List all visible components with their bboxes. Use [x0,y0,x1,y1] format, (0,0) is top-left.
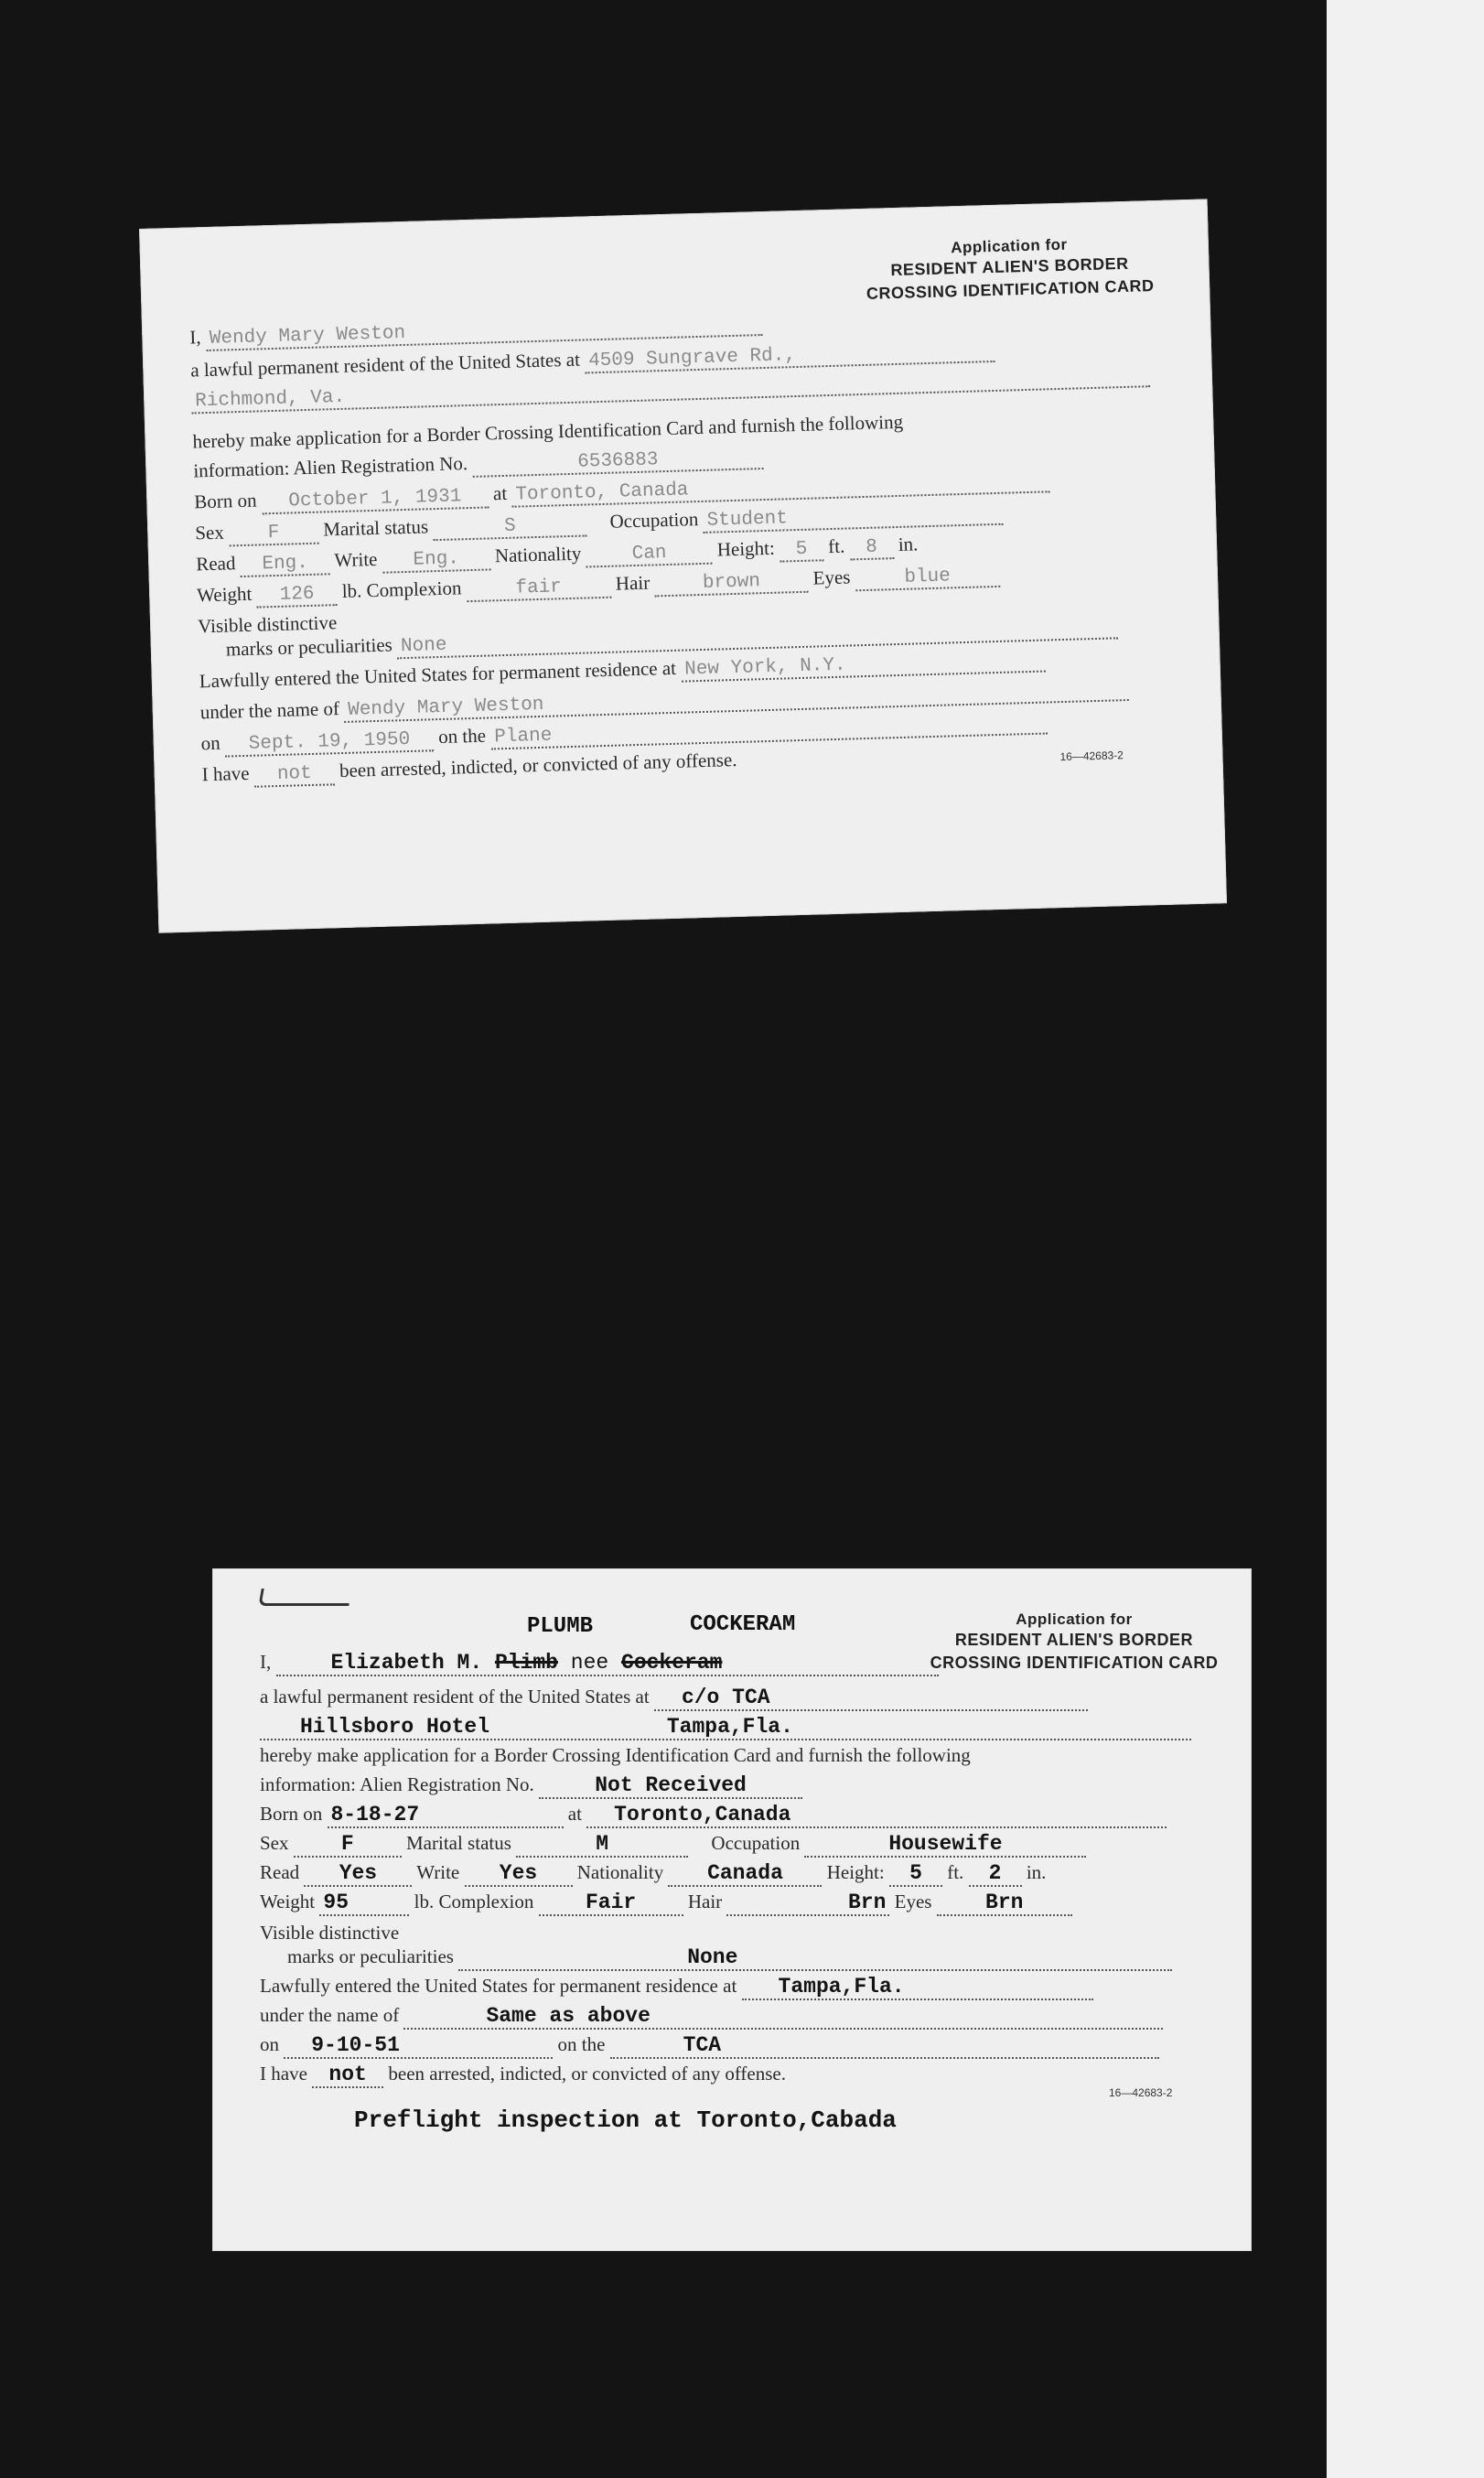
address-line1: 4509 Sungrave Rd., [585,339,995,373]
address-line3: Tampa,Fla. [666,1715,793,1739]
read-value: Eng. [240,552,330,577]
label-write: Write [334,547,378,572]
label-registration: information: Alien Registration No. [193,452,468,482]
label-arrested: been arrested, indicted, or convicted of any offense. [339,748,737,782]
applicant-name [276,1651,939,1676]
name-row [260,1651,1219,1676]
read-value: Yes [304,1861,412,1887]
label-arrested: been arrested, indicted, or convicted of any offense. [388,2063,786,2085]
label-registration: information: Alien Registration No. [260,1773,534,1795]
label-occupation: Occupation [711,1832,801,1854]
label-hereby: hereby make application for a Border Crossing Identification Card and furnish the following [260,1744,971,1766]
form-header-line3: CROSSING IDENTIFICATION CARD [866,276,1155,303]
entry-name: Wendy Mary Weston [344,678,1129,723]
marks-row [287,1945,1219,1971]
label-eyes: Eyes [812,566,851,589]
label-complexion: Complexion [438,1891,534,1912]
label-height: Height: [826,1861,885,1883]
label-marks: marks or peculiarities [225,633,393,661]
label-marital: Marital status [322,515,429,541]
complexion-value: fair [466,576,611,602]
occupation-value: Student [703,502,1004,533]
entry-vessel: Plane [490,712,1047,750]
label-nationality: Nationality [494,542,582,567]
weight-value: 95 [319,1891,409,1916]
label-hair: Hair [615,571,651,595]
visible-row [260,1922,1219,1945]
name-first: Elizabeth M. [330,1651,483,1675]
label-lb: lb. [414,1891,435,1912]
label-in: in. [898,533,919,555]
name-struck: Plimb [494,1651,558,1675]
birth-place: Toronto, Canada [511,469,1049,507]
height-inches: 2 [969,1861,1022,1887]
name-correction: PLUMB [527,1614,594,1639]
label-on: on [200,731,221,755]
label-on-the: on the [437,724,487,749]
label-lawfully-entered: Lawfully entered the United States for permanent residence at [199,656,677,693]
label-visible: Visible distinctive [260,1922,400,1944]
form-number: 16—42683-2 [1059,749,1124,764]
address-line2: Hillsboro Hotel [300,1715,490,1739]
form-header-line1: Application for [1016,1611,1133,1628]
birth-row [260,1803,1219,1828]
address-line1: c/o TCA [654,1686,1088,1711]
label-weight: Weight [196,582,253,607]
nationality-value: Can [586,542,713,568]
label-marital: Marital status [406,1832,511,1854]
application-card-weston [139,199,1227,932]
write-value: Yes [465,1861,573,1887]
write-value: Eng. [382,547,490,573]
eyes-value: blue [855,565,1000,591]
entry-date-row [260,2033,1219,2059]
marital-value: S [433,513,587,541]
height-feet: 5 [889,1861,942,1887]
arrest-status: not [254,762,336,787]
marks-value: None [458,1945,1172,1971]
entry-name: Same as above [403,2004,1163,2030]
label-ft: ft. [947,1861,964,1883]
maiden-correction: COCKERAM [690,1612,796,1637]
label-i-have: I have [260,2063,307,2085]
label-at: at [492,481,508,505]
arrest-status: not [312,2063,383,2088]
complexion-value: Fair [539,1891,683,1916]
form-header-line2: RESIDENT ALIEN'S BORDER [890,253,1129,280]
form-header [844,232,1176,306]
label-read: Read [195,552,236,576]
maiden-struck: Cockeram [621,1651,723,1675]
form-header-line1: Application for [950,235,1068,257]
form-header-line3: CROSSING IDENTIFICATION CARD [930,1654,1219,1672]
nationality-value: Canada [668,1861,822,1887]
label-i-have: I have [201,761,250,786]
label-in: in. [1026,1861,1047,1883]
label-under-name: under the name of [199,697,340,724]
label-weight: Weight [260,1891,316,1912]
label-i: I, [188,326,201,349]
arrest-row [260,2063,1219,2088]
height-feet: 5 [780,538,824,562]
label-lawful-resident: a lawful permanent resident of the United States at [260,1686,650,1708]
microfilm-edge [1327,0,1484,2478]
label-lb: lb. [341,579,362,602]
entry-date: Sept. 19, 1950 [225,728,435,757]
eyes-value: Brn [937,1891,1072,1916]
application-card-plumb [212,1568,1252,2251]
hair-value: Brn [726,1891,889,1916]
label-height: Height: [716,536,776,561]
label-hair: Hair [687,1891,723,1912]
weight-row [260,1891,1219,1916]
form-header-line2: RESIDENT ALIEN'S BORDER [954,1631,1194,1649]
registration-number: 6536883 [472,447,764,478]
hereby-row [260,1744,1219,1767]
preflight-note: Preflight inspection at Toronto,Cabada [354,2106,897,2134]
marks-value: None [397,616,1118,659]
label-read: Read [260,1861,300,1883]
occupation-value: Housewife [804,1832,1086,1858]
entry-place: Tampa,Fla. [742,1975,1093,2000]
label-ft: ft. [827,534,845,558]
entry-name-row [260,2004,1219,2030]
entry-date: 9-10-51 [284,2033,553,2059]
label-write: Write [416,1861,460,1883]
label-under-name: under the name of [260,2004,400,2026]
label-nationality: Nationality [576,1861,664,1883]
height-inches: 8 [849,536,894,560]
sex-row [260,1832,1219,1858]
applicant-name: Wendy Mary Weston [206,313,762,351]
form-number: 16—42683-2 [1109,2086,1173,2099]
entry-place: New York, N.Y. [681,650,1046,683]
label-sex: Sex [260,1832,289,1854]
label-visible: Visible distinctive [197,611,338,638]
label-on-the: on the [557,2033,606,2055]
nee-label: nee [570,1651,609,1675]
address-row [260,1686,1219,1711]
marital-value: M [516,1832,688,1858]
entry-place-row [260,1975,1219,2000]
read-row [260,1861,1219,1887]
birth-date: 8-18-27 [328,1803,564,1828]
birth-place: Toronto,Canada [586,1803,1167,1828]
label-at: at [567,1803,582,1825]
label-marks: marks or peculiarities [287,1945,454,1967]
label-occupation: Occupation [609,508,699,533]
label-born-on: Born on [260,1803,323,1825]
sex-value: F [229,522,319,547]
label-lawfully-entered: Lawfully entered the United States for permanent residence at [260,1975,737,1997]
pen-mark [258,1589,351,1606]
label-sex: Sex [194,521,225,544]
address-row-2 [260,1715,1219,1740]
address-line2-field [260,1715,1191,1740]
label-eyes: Eyes [894,1891,932,1912]
label-lawful-resident: a lawful permanent resident of the United States at [190,348,581,382]
label-complexion: Complexion [366,576,462,602]
entry-vessel: TCA [610,2033,1159,2059]
weight-value: 126 [256,583,338,608]
registration-row [260,1773,1219,1799]
sex-value: F [294,1832,402,1858]
birth-date: October 1, 1931 [262,485,489,514]
label-born-on: Born on [194,489,257,513]
label-i: I, [260,1651,272,1673]
label-on: on [260,2033,279,2055]
hair-value: brown [654,570,809,598]
label-hereby: hereby make application for a Border Crossing Identification Card and furnish the following [192,410,904,453]
registration-number: Not Received [539,1773,802,1799]
address-line2: Richmond, Va. [191,364,1150,414]
